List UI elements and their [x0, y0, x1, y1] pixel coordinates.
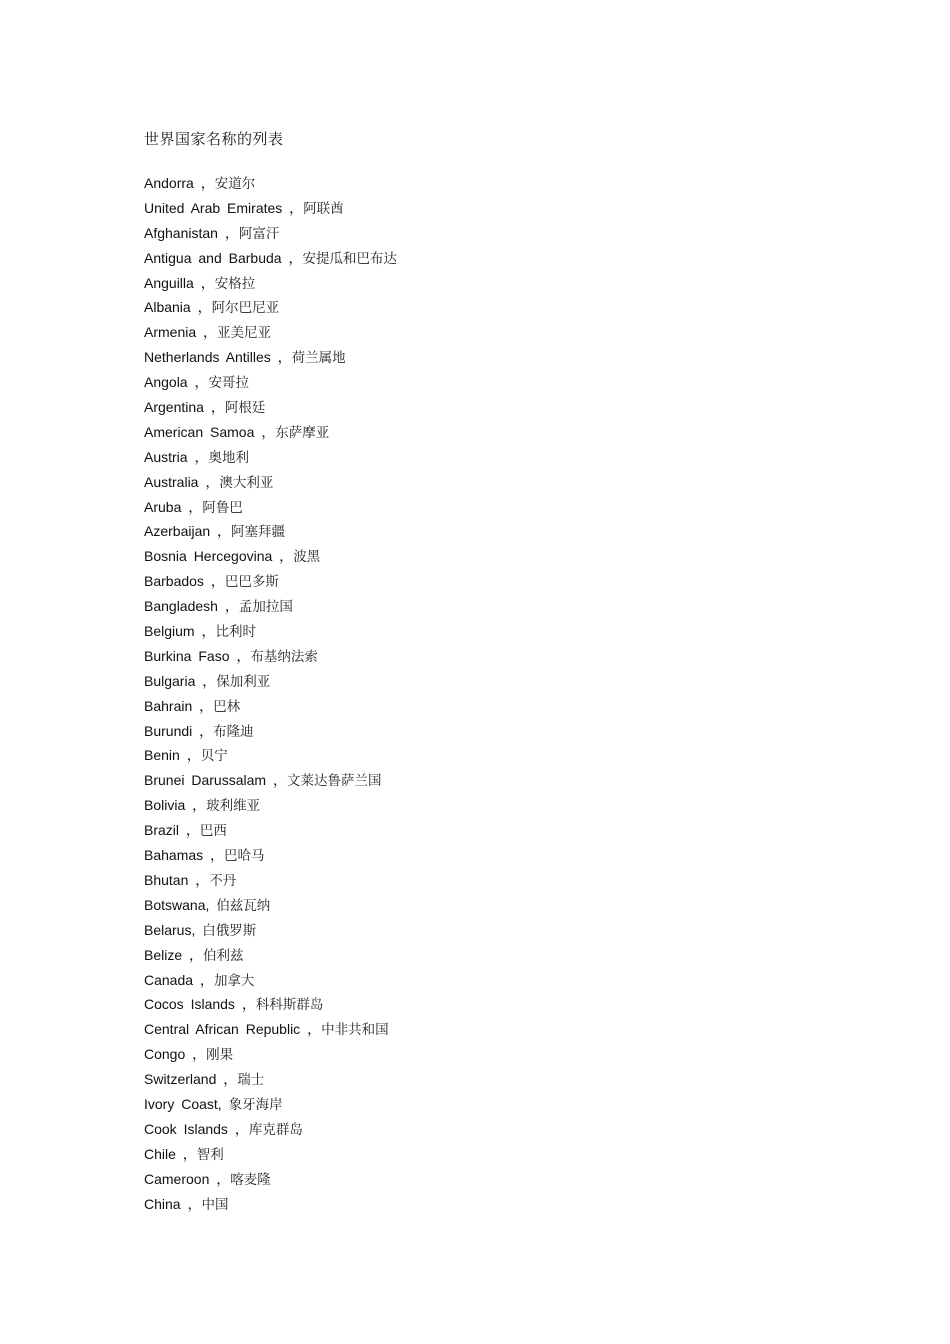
list-item: [144, 820, 397, 845]
separator: ，: [179, 822, 200, 839]
country-name-english: Armenia: [144, 324, 197, 341]
separator: ，: [203, 399, 225, 416]
list-item: [144, 646, 397, 671]
country-name-english: Australia: [144, 473, 199, 490]
country-name-english: Cocos Islands: [144, 996, 235, 1013]
country-name-chinese: 阿联酋: [303, 200, 344, 217]
country-name-chinese: 布基纳法索: [250, 648, 318, 665]
separator: ，: [281, 249, 303, 266]
separator: ，: [272, 548, 294, 565]
separator: ，: [229, 647, 251, 664]
country-name-english: American Samoa: [144, 423, 255, 440]
list-item: [144, 571, 397, 596]
country-name-chinese: 巴西: [199, 823, 227, 840]
country-name-chinese: 加拿大: [213, 972, 255, 989]
country-name-chinese: 东萨摩亚: [275, 424, 330, 441]
separator: [222, 1096, 229, 1112]
country-name-chinese: 中国: [201, 1196, 229, 1213]
country-name-chinese: 库克群岛: [248, 1121, 303, 1138]
list-item: [144, 745, 397, 770]
country-name-english: Bhutan: [144, 871, 189, 888]
country-name-english: Cook Islands: [144, 1120, 228, 1137]
list-item: [144, 696, 397, 721]
country-name-english: Central African Republic: [144, 1021, 301, 1038]
separator: ，: [179, 747, 201, 764]
country-name-english: Angola: [144, 374, 188, 391]
separator: ，: [190, 299, 212, 316]
separator: ，: [217, 598, 239, 615]
country-name-english: Congo: [144, 1046, 186, 1063]
country-name-english: Bulgaria: [144, 672, 196, 689]
country-name-english: Burkina Faso: [144, 647, 230, 664]
separator: ，: [282, 199, 304, 216]
country-list: [144, 173, 397, 1218]
country-name-english: Anguilla: [144, 274, 194, 291]
list-item: [144, 1119, 397, 1144]
separator: ，: [181, 498, 203, 515]
list-item: [144, 347, 397, 372]
country-name-chinese: 智利: [196, 1146, 224, 1163]
country-name-chinese: 阿鲁巴: [202, 499, 243, 516]
list-item: [144, 845, 397, 870]
list-item: [144, 596, 397, 621]
country-name-english: Cameroon: [144, 1170, 210, 1187]
country-name-english: Azerbaijan: [144, 523, 211, 540]
country-name-chinese: 中非共和国: [321, 1022, 389, 1039]
page-title: 世界国家名称的列表: [144, 130, 284, 148]
list-item: [144, 422, 397, 447]
country-name-english: Austria: [144, 448, 188, 465]
separator: ，: [185, 1046, 207, 1063]
separator: ，: [192, 697, 214, 714]
country-name-english: Bangladesh: [144, 598, 218, 615]
country-name-chinese: 保加利亚: [216, 673, 271, 690]
list-item: [144, 273, 397, 298]
country-name-english: Netherlands Antilles: [144, 349, 271, 366]
list-item: [144, 1044, 397, 1069]
country-name-chinese: 安提瓜和巴布达: [302, 250, 397, 267]
country-name-english: Afghanistan: [144, 224, 218, 241]
country-name-chinese: 伯兹瓦纳: [216, 897, 271, 914]
list-item: [144, 521, 397, 546]
country-name-chinese: 巴哈马: [224, 848, 265, 865]
list-item: [144, 721, 397, 746]
country-name-chinese: 波黑: [293, 549, 321, 566]
separator: ，: [270, 349, 292, 366]
separator: ，: [175, 1145, 197, 1162]
list-item: [144, 770, 397, 795]
country-name-english: Chile: [144, 1145, 176, 1162]
separator: ，: [203, 847, 225, 864]
separator: ，: [217, 224, 239, 241]
separator: ，: [209, 1170, 231, 1187]
country-name-english: Burundi: [144, 722, 193, 739]
list-item: [144, 472, 397, 497]
country-name-english: Barbados: [144, 573, 204, 590]
country-name-english: Belarus,: [144, 921, 196, 938]
list-item: [144, 173, 397, 198]
separator: ，: [254, 423, 276, 440]
country-name-chinese: 玻利维亚: [206, 798, 261, 815]
country-name-english: Belgium: [144, 623, 195, 640]
list-item: [144, 945, 397, 970]
country-name-chinese: 安格拉: [214, 275, 256, 292]
list-item: [144, 970, 397, 995]
country-name-chinese: 阿塞拜疆: [231, 524, 286, 541]
list-item: [144, 1144, 397, 1169]
country-name-chinese: 孟加拉国: [238, 599, 293, 616]
separator: ，: [188, 871, 210, 888]
list-item: [144, 920, 397, 945]
country-name-english: Brunei Darussalam: [144, 772, 267, 789]
separator: ，: [234, 996, 256, 1013]
country-name-chinese: 白俄罗斯: [202, 922, 257, 939]
list-item: [144, 223, 397, 248]
separator: ，: [192, 722, 214, 739]
country-name-chinese: 贝宁: [200, 748, 228, 765]
country-name-chinese: 刚果: [206, 1047, 234, 1064]
separator: ，: [195, 672, 217, 689]
separator: ，: [196, 324, 218, 341]
list-item: [144, 198, 397, 223]
country-name-chinese: 比利时: [215, 624, 256, 641]
separator: ，: [193, 175, 215, 191]
separator: ，: [266, 772, 287, 789]
country-name-english: Bahamas: [144, 847, 204, 864]
list-item: [144, 1094, 397, 1119]
country-name-chinese: 阿尔巴尼亚: [211, 300, 280, 317]
list-item: [144, 795, 397, 820]
country-name-english: Brazil: [144, 822, 180, 839]
separator: ，: [216, 1071, 238, 1088]
country-name-english: Andorra: [144, 175, 194, 191]
country-name-english: Bosnia Hercegovina: [144, 548, 273, 565]
separator: ，: [187, 448, 209, 465]
list-item: [144, 372, 397, 397]
list-item: [144, 895, 397, 920]
separator: ，: [185, 797, 207, 814]
list-item: [144, 1169, 397, 1194]
country-name-english: Botswana,: [144, 896, 210, 913]
country-name-chinese: 文莱达鲁萨兰国: [286, 773, 382, 790]
country-name-chinese: 科科斯群岛: [255, 997, 324, 1014]
separator: ，: [300, 1021, 322, 1038]
list-item: [144, 1194, 397, 1219]
separator: ，: [193, 274, 215, 291]
list-item: [144, 870, 397, 895]
country-name-chinese: 布隆迪: [213, 723, 254, 740]
country-name-chinese: 安道尔: [214, 176, 256, 192]
list-item: [144, 322, 397, 347]
country-name-english: Aruba: [144, 498, 182, 515]
country-name-english: Belize: [144, 946, 183, 963]
country-name-english: Ivory Coast,: [144, 1095, 222, 1112]
list-item: [144, 397, 397, 422]
country-name-english: Switzerland: [144, 1071, 217, 1088]
separator: ，: [194, 623, 216, 640]
list-item: [144, 1069, 397, 1094]
country-name-chinese: 伯利兹: [203, 947, 244, 964]
country-name-chinese: 瑞士: [237, 1072, 265, 1089]
country-name-chinese: 阿根廷: [224, 400, 266, 417]
country-name-english: Albania: [144, 299, 191, 316]
list-item: [144, 497, 397, 522]
country-name-chinese: 亚美尼亚: [217, 325, 272, 342]
separator: ，: [198, 473, 220, 490]
list-item: [144, 297, 397, 322]
country-name-english: Bolivia: [144, 797, 186, 814]
separator: ，: [180, 1195, 202, 1212]
country-name-chinese: 澳大利亚: [219, 474, 274, 491]
country-name-chinese: 阿富汗: [238, 225, 280, 242]
list-item: [144, 248, 397, 273]
country-name-chinese: 不丹: [209, 872, 237, 889]
country-name-chinese: 荷兰属地: [291, 350, 346, 367]
list-item: [144, 994, 397, 1019]
country-name-english: China: [144, 1195, 181, 1212]
separator: ，: [182, 946, 204, 963]
list-item: [144, 546, 397, 571]
separator: ，: [227, 1120, 249, 1137]
separator: ，: [187, 374, 209, 391]
country-name-english: Canada: [144, 971, 194, 988]
country-name-chinese: 巴巴多斯: [224, 574, 279, 591]
list-item: [144, 621, 397, 646]
country-name-english: Antigua and Barbuda: [144, 249, 282, 266]
country-name-english: Benin: [144, 747, 180, 764]
list-item: [144, 671, 397, 696]
list-item: [144, 1019, 397, 1044]
country-name-english: Bahrain: [144, 697, 193, 714]
country-name-chinese: 巴林: [213, 698, 241, 715]
country-name-english: Argentina: [144, 399, 204, 416]
separator: ，: [193, 971, 214, 988]
list-item: [144, 447, 397, 472]
country-name-chinese: 象牙海岸: [228, 1096, 283, 1113]
country-name-chinese: 奥地利: [208, 449, 249, 466]
country-name-chinese: 喀麦隆: [230, 1171, 271, 1188]
separator: ，: [203, 573, 225, 590]
separator: ，: [210, 523, 232, 540]
country-name-english: United Arab Emirates: [144, 199, 283, 216]
country-name-chinese: 安哥拉: [208, 375, 249, 392]
